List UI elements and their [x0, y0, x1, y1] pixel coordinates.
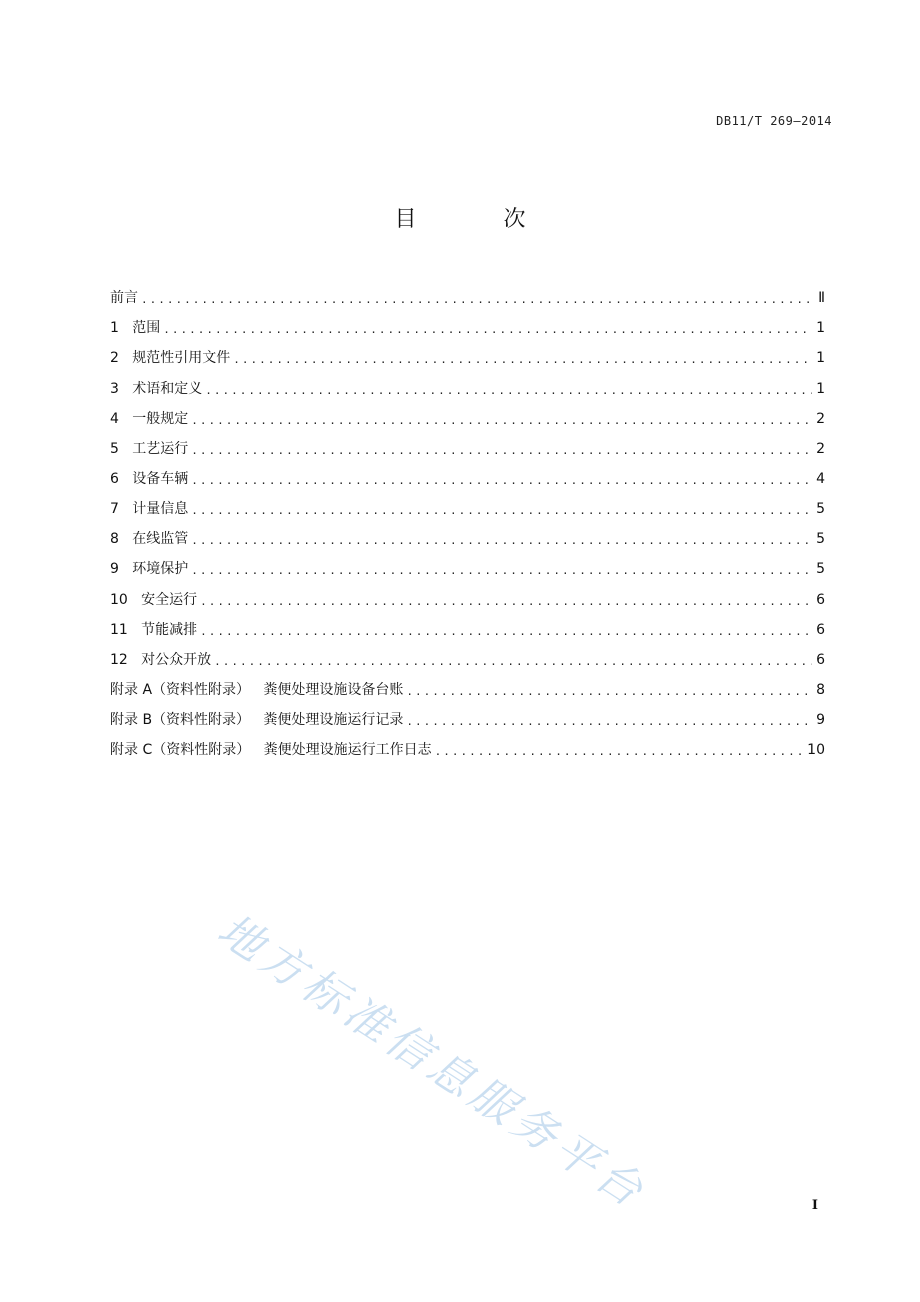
toc-entry-page: 6	[816, 651, 825, 668]
toc-leader-dots	[191, 443, 812, 459]
toc-entry-7[interactable]	[110, 489, 825, 519]
toc-entry-label: 5 工艺运行	[110, 440, 189, 457]
toc-entry-foreword[interactable]	[110, 278, 825, 308]
toc-entry-page: 1	[816, 350, 825, 367]
toc-leader-dots	[191, 563, 812, 579]
toc-entry-label: 附录 B（资料性附录） 粪便处理设施运行记录	[110, 712, 404, 729]
page-number: I	[811, 1198, 818, 1213]
toc-entry-11[interactable]	[110, 610, 825, 640]
toc-entry-label: 11 节能减排	[110, 621, 198, 638]
toc-entry-10[interactable]	[110, 579, 825, 609]
toc-leader-dots	[191, 473, 812, 489]
toc-entry-label: 附录 C（资料性附录） 粪便处理设施运行工作日志	[110, 742, 432, 759]
toc-leader-dots	[205, 383, 812, 399]
toc-entry-page: 10	[807, 742, 825, 759]
toc-leader-dots	[406, 684, 812, 700]
toc-entry-label: 2 规范性引用文件	[110, 350, 231, 367]
toc-entry-6[interactable]	[110, 459, 825, 489]
toc-leader-dots	[214, 654, 812, 670]
toc-leader-dots	[406, 714, 812, 730]
toc-entry-page: Ⅱ	[818, 290, 825, 307]
toc-entry-label: 4 一般规定	[110, 410, 189, 427]
toc-leader-dots	[200, 594, 812, 610]
toc-entry-page: 4	[816, 470, 825, 487]
toc-entry-9[interactable]	[110, 549, 825, 579]
toc-entry-label: 6 设备车辆	[110, 470, 189, 487]
toc-leader-dots	[163, 322, 812, 338]
toc-entry-12[interactable]	[110, 640, 825, 670]
watermark: 地方标准信息服务平台	[208, 904, 656, 1220]
toc-entry-page: 9	[816, 712, 825, 729]
toc-entry-2[interactable]	[110, 338, 825, 368]
toc-entry-page: 2	[816, 410, 825, 427]
toc-entry-page: 1	[816, 320, 825, 337]
toc-entry-5[interactable]	[110, 429, 825, 459]
toc-entry-page: 5	[816, 561, 825, 578]
toc-entry-page: 2	[816, 440, 825, 457]
document-id: DB11/T 269—2014	[716, 114, 832, 128]
toc-entry-label: 12 对公众开放	[110, 651, 212, 668]
toc-entry-label: 附录 A（资料性附录） 粪便处理设施设备台账	[110, 681, 404, 698]
toc-leader-dots	[141, 292, 813, 308]
toc-entry-page: 5	[816, 501, 825, 518]
toc-entry-page: 8	[816, 681, 825, 698]
toc-leader-dots	[233, 352, 812, 368]
toc-leader-dots	[191, 503, 812, 519]
toc-entry-label: 前言	[110, 290, 138, 307]
table-of-contents	[110, 278, 825, 760]
toc-entry-label: 1 范围	[110, 320, 161, 337]
toc-entry-appendix-c[interactable]	[110, 730, 825, 760]
toc-entry-label: 8 在线监管	[110, 531, 189, 548]
toc-leader-dots	[191, 413, 812, 429]
page-title: 目 次	[394, 207, 566, 232]
toc-leader-dots	[200, 624, 812, 640]
toc-entry-appendix-a[interactable]	[110, 670, 825, 700]
toc-entry-label: 7 计量信息	[110, 501, 189, 518]
toc-entry-appendix-b[interactable]	[110, 700, 825, 730]
toc-entry-8[interactable]	[110, 519, 825, 549]
toc-leader-dots	[191, 533, 812, 549]
toc-entry-page: 6	[816, 591, 825, 608]
toc-entry-4[interactable]	[110, 399, 825, 429]
toc-entry-label: 10 安全运行	[110, 591, 198, 608]
toc-entry-3[interactable]	[110, 368, 825, 398]
toc-entry-label: 3 术语和定义	[110, 380, 203, 397]
toc-entry-1[interactable]	[110, 308, 825, 338]
toc-entry-page: 6	[816, 621, 825, 638]
toc-entry-page: 1	[816, 380, 825, 397]
toc-leader-dots	[435, 744, 804, 760]
toc-entry-label: 9 环境保护	[110, 561, 189, 578]
toc-entry-page: 5	[816, 531, 825, 548]
